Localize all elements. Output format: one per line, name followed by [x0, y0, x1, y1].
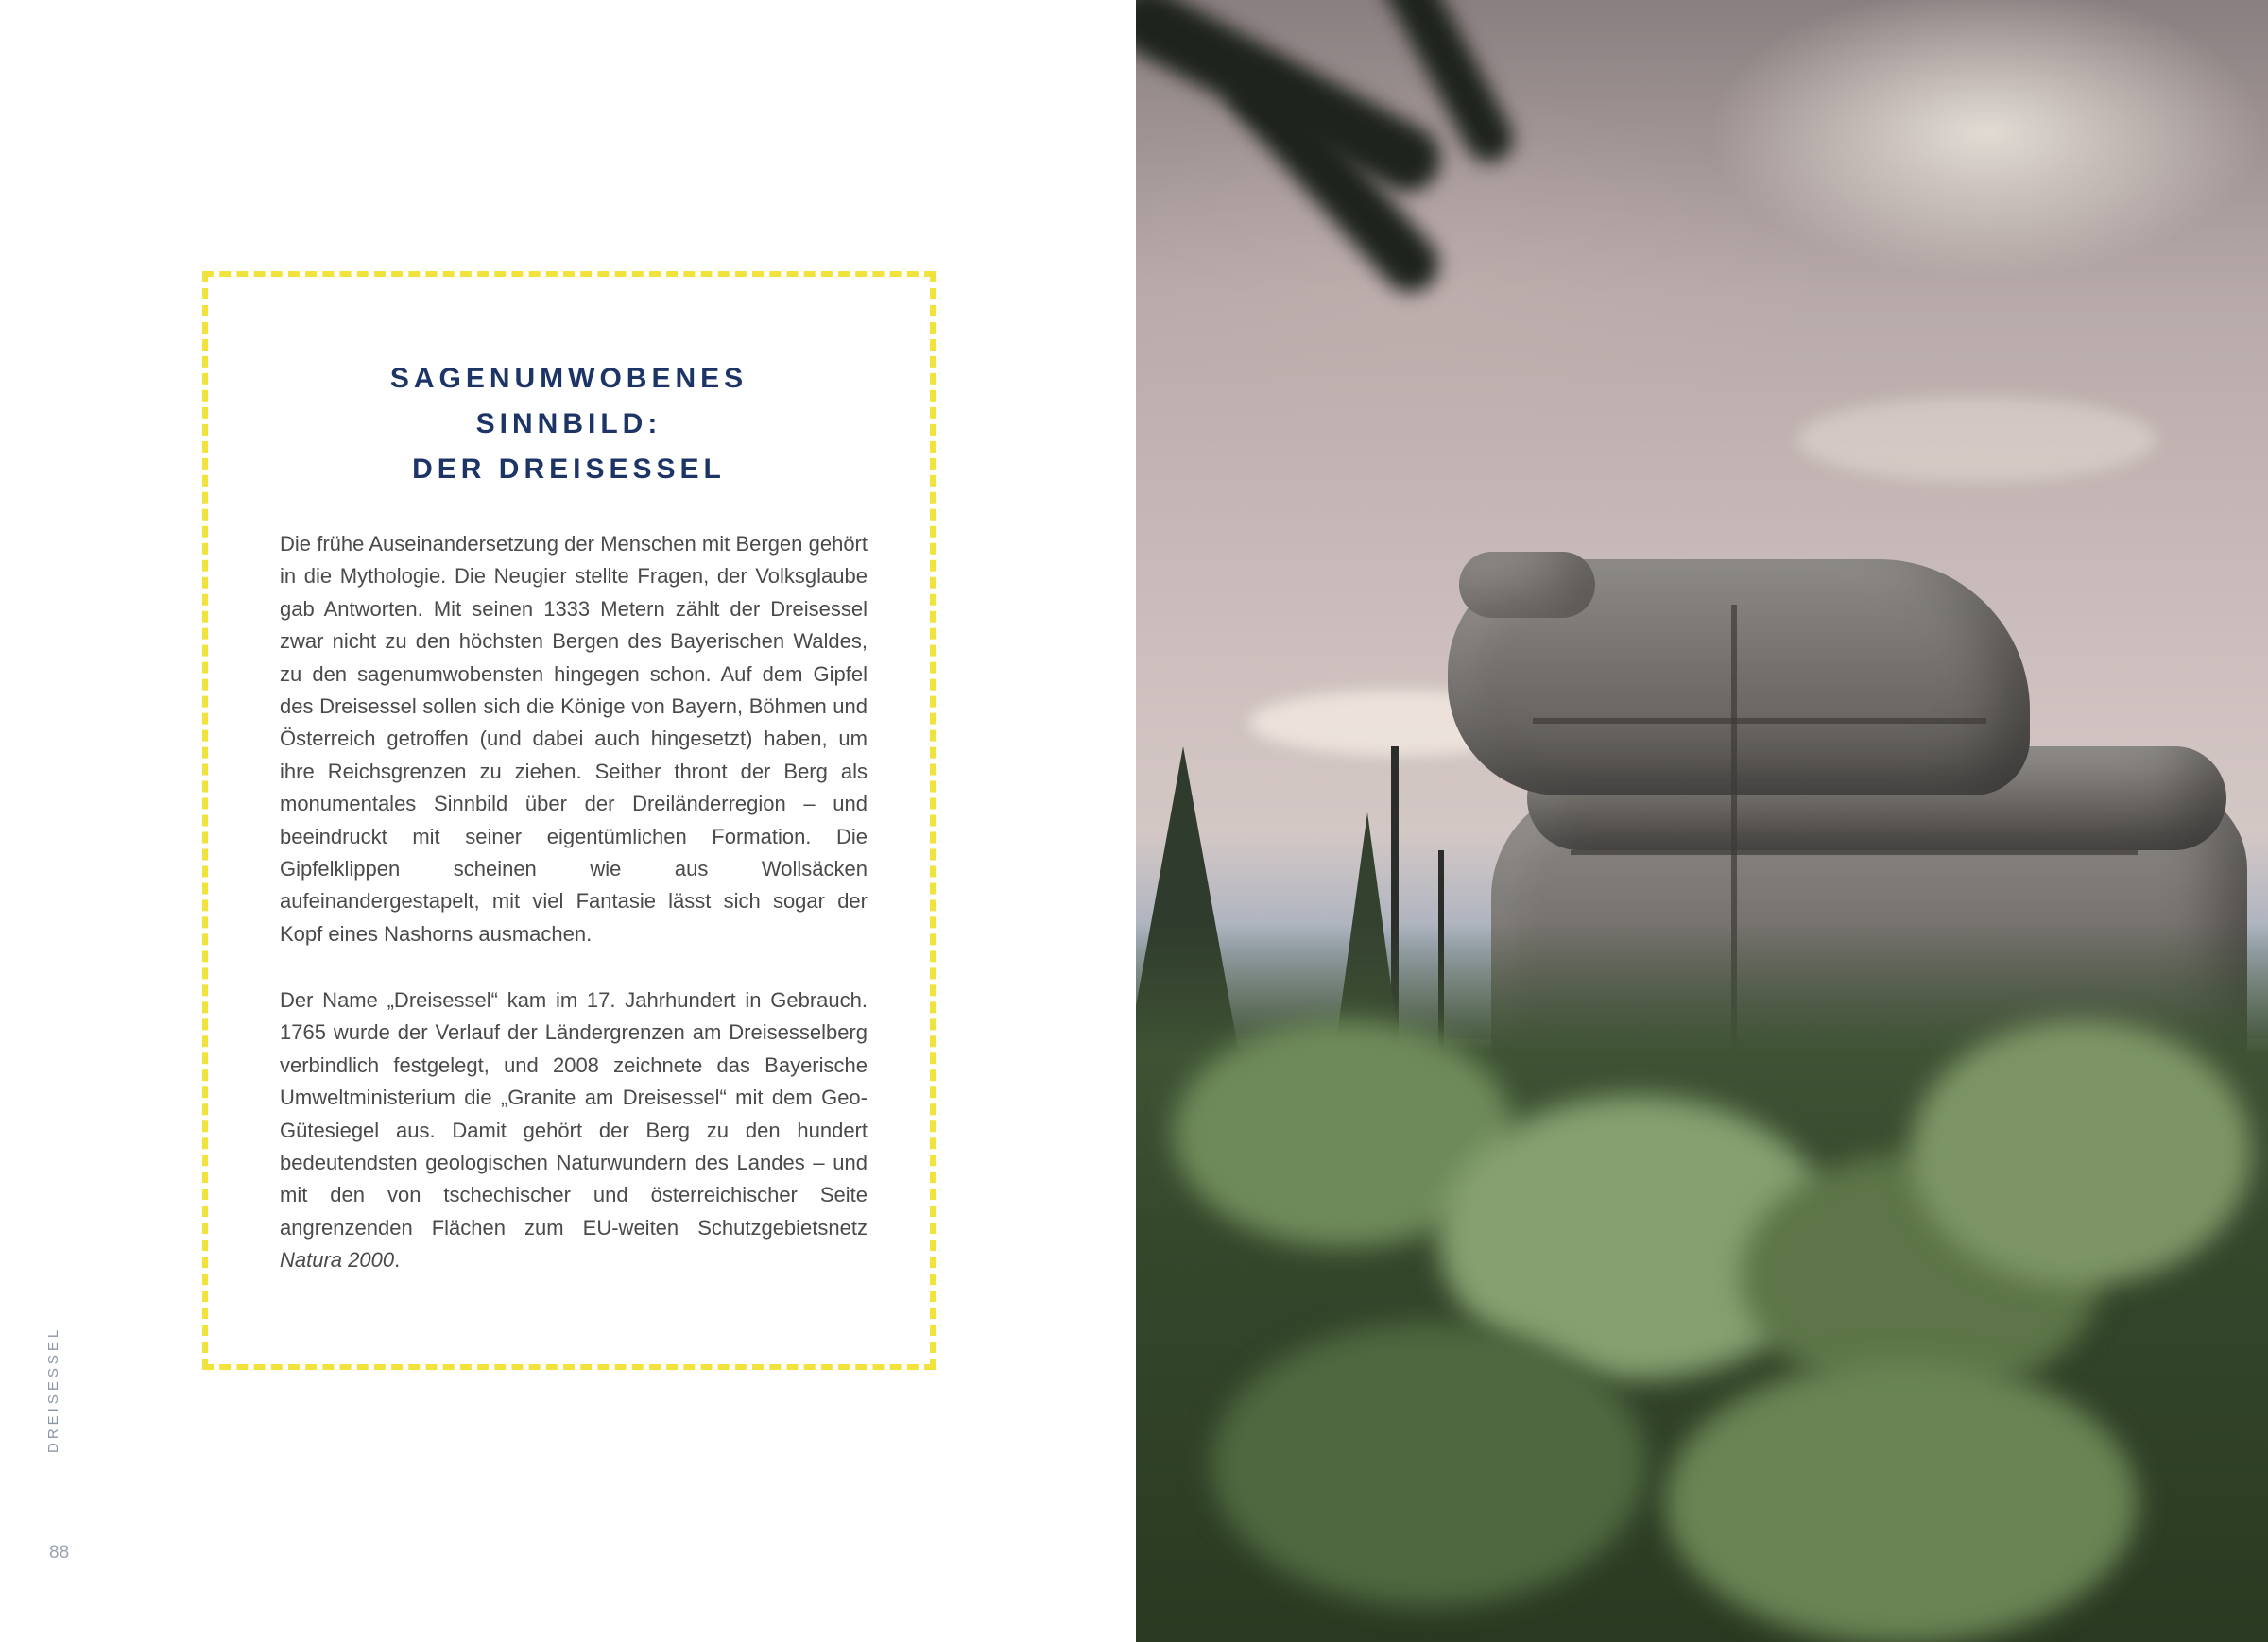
heading-line-2: SINNBILD:	[475, 408, 662, 439]
paragraph-2-italic: Natura 2000	[280, 1248, 395, 1273]
photo-rock-formation	[1136, 0, 2268, 1642]
paragraph-2-text: Der Name „Dreisessel“ kam im 17. Jahrhundert in Gebrauch. 1765 wurde der Verlauf der Ländergrenzen am Dreisesselberg verbindlich festgelegt, und 2008 zeichnete das Bayerische Umweltministerium die „Granite am Dreisessel“ mit dem Geo-Gütesiegel aus. Damit gehört der Berg zu den hundert bedeutendsten geologischen Naturwundern des Landes – und mit den von tschechischer und österreichischer Seite angrenzenden Flächen zum EU-weiten Schutzgebietsnetz	[280, 988, 868, 1240]
body-paragraph-2	[280, 984, 868, 1277]
paragraph-2-end: .	[394, 1248, 401, 1273]
photo-rock-cap	[1459, 552, 1595, 618]
section-heading	[208, 356, 930, 492]
body-paragraph-1: Die frühe Auseinandersetzung der Menschen mit Bergen gehört in die Mythologie. Die Neugier stellte Fragen, der Volksglaube gab Antworten. Mit seinen 1333 Metern zählt der Dreisessel zwar nicht zu den höchsten Bergen des Bayerischen Waldes, zu den sagenumwobensten hingegen schon. Auf dem Gipfel des Dreisessel sollen sich die Könige von Bayern, Böhmen und Österreich getroffen (und dabei auch hingesetzt) haben, um ihre Reichsgrenzen zu ziehen. Seither thront der Berg als monumentales Sinnbild über der Dreiländerregion – und beeindruckt mit seiner eigentümlichen Formation. Die Gipfelklippen scheinen wie aus Wollsäcken aufeinandergestapelt, mit viel Fantasie lässt sich sogar der Kopf eines Nashorns ausmachen.	[280, 532, 868, 946]
heading-line-1: SAGENUMWOBENES	[389, 363, 748, 394]
running-head: DREISESSEL	[45, 1326, 61, 1453]
heading-line-3: DER DREISESSEL	[412, 453, 726, 485]
page-number: 88	[49, 1543, 70, 1563]
dashed-text-frame	[202, 271, 936, 1370]
